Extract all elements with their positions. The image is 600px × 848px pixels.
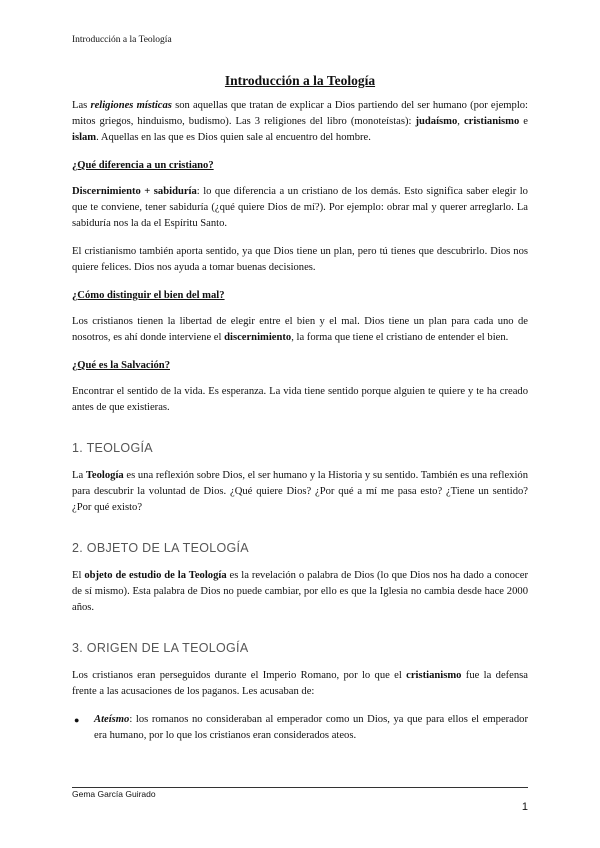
question-heading-salvacion: ¿Qué es la Salvación?	[72, 360, 170, 371]
section-heading-objeto: 2. OBJETO DE LA TEOLOGÍA	[72, 541, 249, 555]
footer-divider	[72, 787, 528, 788]
footer-author: Gema García Guirado	[72, 789, 156, 799]
page-number: 1	[521, 801, 528, 813]
question-heading-bien-mal: ¿Cómo distinguir el bien del mal?	[72, 290, 225, 301]
document-body	[72, 98, 528, 744]
running-header: Introducción a la Teología	[72, 35, 172, 45]
intro-paragraph: Las religiones místicas son aquellas que tratan de explicar a Dios partiendo del ser humano (por ejemplo: mitos griegos, hinduismo, budismo). Las 3 religiones del libro (monoteístas): judaísmo, cristianismo e islam. Aquellas en las que es Dios quien sale al encuentro del hombre.	[72, 100, 529, 143]
section-heading-teologia: 1. TEOLOGÍA	[72, 441, 153, 455]
paragraph-discernimiento: Discernimiento + sabiduría: lo que diferencia a un cristiano de los demás. Esto significa saber elegir lo que te conviene, tener sabiduría (¿qué quiere Dios de mí?). Por ejemplo: obrar mal y querer arreglarlo. La sabiduría nos la da el Espíritu Santo.	[72, 186, 528, 229]
paragraph-libertad: Los cristianos tienen la libertad de elegir entre el bien y el mal. Dios tiene un plan para cada uno de nosotros, es ahí donde interviene el discernimiento, la forma que tiene el cristiano de entender el bien.	[72, 316, 528, 343]
paragraph-teologia: La Teología es una reflexión sobre Dios, el ser humano y la Historia y su sentido. También es una reflexión para descubrir la voluntad de Dios. ¿Qué quiere Dios? ¿Por qué a mí me pasa esto? ¿Tiene un sentido? ¿Por qué existo?	[72, 470, 528, 513]
paragraph-salvacion: Encontrar el sentido de la vida. Es esperanza. La vida tiene sentido porque alguien te quiere y te ha creado antes de que existieras.	[72, 386, 528, 413]
section-heading-origen: 3. ORIGEN DE LA TEOLOGÍA	[72, 641, 249, 655]
document-title: Introducción a la Teología	[224, 73, 376, 88]
question-heading-cristiano: ¿Qué diferencia a un cristiano?	[72, 160, 214, 171]
bullet-dot-icon: ●	[74, 715, 80, 725]
paragraph-origen: Los cristianos eran perseguidos durante el Imperio Romano, por lo que el cristianismo fue la defensa frente a las acusaciones de los paganos. Les acusaban de:	[72, 670, 528, 697]
list-item: ● Ateísmo: los romanos no consideraban al emperador como un Dios, ya que para ellos el emperador era humano, por lo que los cristianos eran considerados ateos.	[74, 714, 528, 741]
bullet-list	[72, 712, 528, 744]
paragraph-sentido: El cristianismo también aporta sentido, ya que Dios tiene un plan, pero tú tienes que descubrirlo. Dios nos quiere felices. Dios nos ayuda a tomar buenas decisiones.	[72, 246, 528, 273]
paragraph-objeto: El objeto de estudio de la Teología es la revelación o palabra de Dios (lo que Dios nos ha dado a conocer de sí mismo). Esta palabra de Dios no puede cambiar, por ello es que la Iglesia no cambia desde hace 2000 años.	[72, 570, 528, 613]
